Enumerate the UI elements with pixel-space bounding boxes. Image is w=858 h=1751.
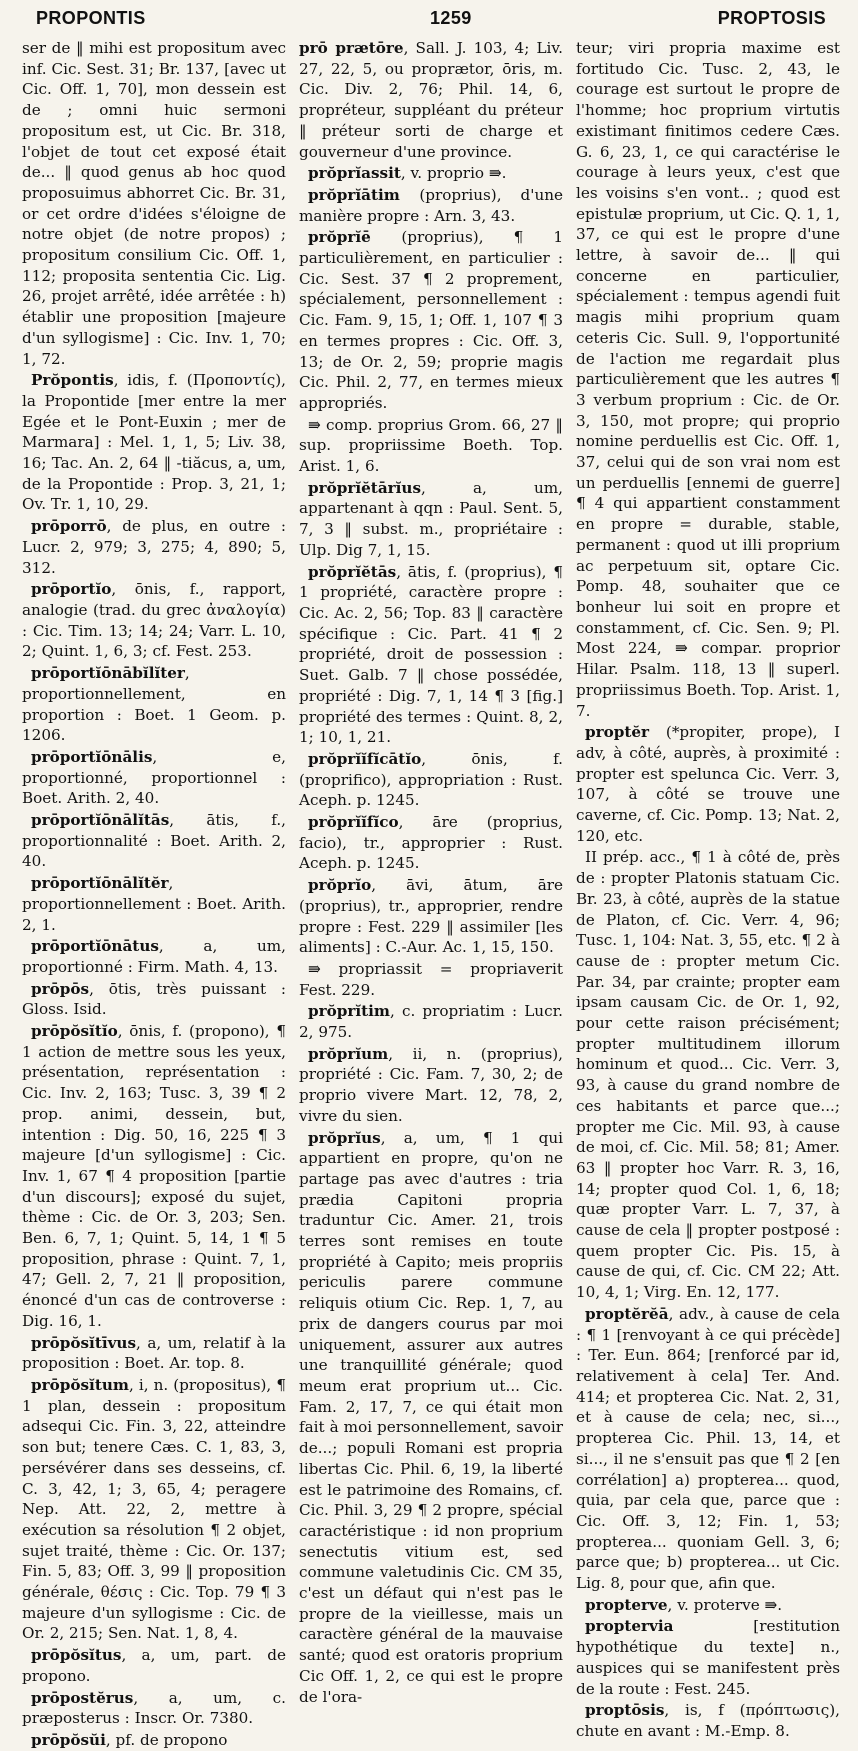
- column-left: [22, 38, 286, 1749]
- running-head-left: PROPONTIS: [36, 8, 146, 28]
- dictionary-entry: ser de ‖ mihi est propositum avec inf. Cic. Sest. 31; Br. 137, [avec ut Cic. Off. 1, 70], mon dessein est de ; omni huic sermoni propositum est, ut Cic. Br. 318, l'objet de tout cet exposé était de... ‖ quod genus ab hoc quod proposuimus abhorret Cic. Br. 31, or cet ordre d'idées s'éloigne de notre objet (de notre propos) ; propositum consilium Cic. Off. 1, 112; proposita sententia Cic. Lig. 26, projet arrêté, idée arrêtée : h) établir une proposition [majeure d'un syllogisme] : Cic. Inv. 1, 70; 1, 72.: [22, 39, 286, 368]
- dictionary-entry: prŏprĭē (proprius), ¶ 1 particulièrement, en particulier : Cic. Sest. 37 ¶ 2 proprement, spécialement, personnellement : Cic. Fam. 9, 15, 1; Off. 1, 107 ¶ 3 en termes propres : Cic. Off. 3, 13; de Or. 2, 59; proprie magis Cic. Phil. 2, 77, en termes mieux appropriés.: [299, 228, 563, 412]
- page-number: 1259: [430, 8, 472, 28]
- dictionary-entry: prŏprĭus, a, um, ¶ 1 qui appartient en propre, qu'on ne partage pas avec d'autres : tria prædia Capitoni propria traduntur Cic. Amer. 21, trois terres sont remises en toute propriété à Capito; meis propriis periculis parere commune reliquis otium Cic. Rep. 1, 7, au prix de dangers courus par moi uniquement, assurer aux autres une tranquillité générale; quod meum erat proprium ut... Cic. Fam. 2, 17, 7, ce qui était mon fait à moi personnellement, savoir de...; populi Romani est propria libertas Cic. Phil. 6, 19, la liberté est le patrimoine des Romains, cf. Cic. Phil. 3, 29 ¶ 2 propre, spécial caractéristique : id non proprium senectutis vitium est, sed commune valetudinis Cic. CM 35, c'est un défaut qui n'est pas le propre de la vieillesse, mais un caractère général de la mauvaise santé; quod est oratoris proprium Cic Off. 1, 2, ce qui est le propre de l'ora-: [299, 1128, 563, 1706]
- dictionary-entry: II prép. acc., ¶ 1 à côté de, près de : propter Platonis statuam Cic. Br. 23, à côté, auprès de la statue de Platon, cf. Cic. Verr. 4, 96; Tusc. 1, 104: Nat. 3, 55, etc. ¶ 2 à cause de : propter metum Cic. Par. 34, par crainte; propter eam ipsam causam Cic. de Or. 1, 92, pour cette raison précisément; propter multitudinem illorum hominum et quod... Cic. Verr. 3, 93, à cause du grand nombre de ces habitants et parce que...; propter me Cic. Mil. 93, à cause de moi, cf. Cic. Mil. 58; 81; Amer. 63 ‖ propter hoc Varr. R. 3, 16, 14; propter quod Col. 1, 6, 18; quæ propter Varr. L. 7, 37, à cause de cela ‖ propter postposé : quem propter Cic. Pis. 15, à cause de qui, cf. Cic. CM 22; Att. 10, 4, 1; Virg. En. 12, 177.: [576, 848, 840, 1302]
- dictionary-entry: prōpostĕrus, a, um, c. præposterus : Inscr. Or. 7380.: [22, 1688, 286, 1728]
- dictionary-entry: prōpŏsĭtīvus, a, um, relatif à la proposition : Boet. Ar. top. 8.: [22, 1333, 286, 1373]
- dictionary-entry: proptervia [restitution hypothétique du texte] n., auspices qui se manifestent près de la route : Fest. 245.: [576, 1617, 840, 1698]
- dictionary-entry: propterve, v. proterve ⇛.: [585, 1595, 783, 1614]
- dictionary-entry: ⇛ comp. proprius Grom. 66, 27 ‖ sup. propriissime Boeth. Top. Arist. 1, 6.: [299, 415, 563, 476]
- dictionary-entry: prōportĭōnātus, a, um, proportionné : Firm. Math. 4, 13.: [22, 937, 286, 976]
- dictionary-entry: prŏprĭĕtās, ātis, f. (proprius), ¶ 1 propriété, caractère propre : Cic. Ac. 2, 56; Top. 83 ‖ caractère spécifique : Cic. Part. 41 ¶ 2 propriété, droit de possession : Suet. Galb. 7 ‖ chose possédée, propriété : Dig. 7, 1, 14 ¶ 3 [fig.] propriété des termes : Quint. 8, 2, 1; 10, 1, 21.: [299, 562, 563, 747]
- page-header: [22, 0, 850, 38]
- dictionary-entry: ⇛ propriassit = propriaverit Fest. 229.: [299, 959, 563, 999]
- dictionary-entry: prōportĭōnālĭtās, ātis, f., proportionnalité : Boet. Arith. 2, 40.: [22, 811, 286, 871]
- dictionary-entry: prŏprĭo, āvi, ātum, āre (proprius), tr., approprier, rendre propre : Fest. 229 ‖ assimiler [les aliments] : C.-Aur. Ac. 1, 15, 150.: [299, 876, 563, 957]
- dictionary-entry: prŏprĭassit, v. proprio ⇛.: [308, 164, 507, 183]
- dictionary-entry: prŏprĭtim, c. propriatim : Lucr. 2, 975.: [299, 1002, 563, 1042]
- dictionary-entry: Prŏpontis, idis, f. (Προποντίς), la Propontide [mer entre la mer Egée et le Pont-Euxin ; mer de Marmara] : Mel. 1, 1, 5; Liv. 38, 16; Tac. An. 2, 64 ‖ -tiăcus, a, um, de la Propontide : Prop. 3, 21, 1; Ov. Tr. 1, 10, 29.: [22, 371, 286, 514]
- dictionary-entry: proptĕr (*propiter, prope), I adv, à côté, auprès, à proximité : propter est spelunca Cic. Verr. 3, 107, à côté se trouve une caverne, cf. Cic. Pomp. 13; Nat. 2, 120, etc.: [576, 723, 840, 845]
- dictionary-entry: proptōsis, is, f (πρόπτωσις), chute en avant : M.-Emp. 8.: [576, 1701, 840, 1740]
- dictionary-entry: prŏprĭātim (proprius), d'une manière propre : Arn. 3, 43.: [299, 185, 563, 225]
- dictionary-entry: prŏprĭĕtārĭus, a, um, appartenant à qqn : Paul. Sent. 5, 7, 3 ‖ subst. m., propriétaire : Ulp. Dig 7, 1, 15.: [299, 478, 563, 559]
- dictionary-entry: proptĕrĕā, adv., à cause de cela : ¶ 1 [renvoyant à ce qui précède] : Ter. Eun. 864; [renforcé par id, relativement à cela] Ter. And. 414; et propterea Cic. Nat. 2, 31, et à cause de cela; nec, si..., propterea Cic. Phil. 13, 14, et si..., il ne s'ensuit pas que ¶ 2 [en corrélation] a) propterea... quod, quia, par cela que, parce que : Cic. Off. 3, 12; Fin. 1, 53; propterea... quoniam Gell. 3, 6; parce que; b) propterea... ut Cic. Lig. 8, pour que, afin que.: [576, 1304, 840, 1593]
- dictionary-entry: prōpŏsĭtĭo, ōnis, f. (propono), ¶ 1 action de mettre sous les yeux, présentation, représentation : Cic. Inv. 2, 163; Tusc. 3, 39 ¶ 2 prop. animi, dessein, but, intention : Dig. 50, 16, 225 ¶ 3 majeure [d'un syllogisme] : Cic. Inv. 1, 67 ¶ 4 proposition [partie d'un discours]; exposé du sujet, thème : Cic. de Or. 3, 203; Sen. Ben. 6, 7, 1; Quint. 5, 14, 1 ¶ 5 proposition, phrase : Quint. 7, 1, 47; Gell. 2, 7, 21 ‖ proposition, énoncé d'un cas de controverse : Dig. 16, 1.: [22, 1022, 286, 1330]
- dictionary-entry: prŏprĭĭfĭco, āre (proprius, facio), tr., approprier : Rust. Aceph. p. 1245.: [299, 813, 563, 873]
- dictionary-entry: prōportĭōnālis, e, proportionné, proportionnel : Boet. Arith. 2, 40.: [22, 747, 286, 808]
- columns: [22, 38, 850, 1749]
- dictionary-entry: prōpōs, ōtis, très puissant : Gloss. Isid.: [22, 979, 286, 1019]
- column-middle: [299, 38, 563, 1706]
- column-right: [576, 38, 840, 1740]
- dictionary-entry: prōportĭōnābĭlĭter, proportionnellement, en proportion : Boet. 1 Geom. p. 1206.: [22, 664, 286, 745]
- running-head-right: PROPTOSIS: [717, 8, 826, 28]
- dictionary-entry: prō prætōre, Sall. J. 103, 4; Liv. 27, 22, 5, ou proprætor, ōris, m. Cic. Div. 2, 76; Phil. 14, 6, propréteur, suppléant du préteur ‖ préteur sorti de charge et gouverneur d'une province.: [299, 39, 563, 161]
- dictionary-entry: prŏprĭum, ii, n. (proprius), propriété : Cic. Fam. 7, 30, 2; de proprio vivere Mart. 12, 78, 2, vivre du sien.: [299, 1044, 563, 1125]
- dictionary-entry: prōpŏsĭtum, i, n. (propositus), ¶ 1 plan, dessein : propositum adsequi Cic. Fin. 3, 22, atteindre son but; tenere Cæs. C. 1, 83, 3, persévérer dans ses desseins, cf. C. 3, 42, 1; 3, 65, 4; peragere Nep. Att. 22, 2, mettre à exécution sa résolution ¶ 2 objet, sujet traité, thème : Cic. Or. 137; Fin. 5, 83; Off. 3, 99 ‖ proposition générale, θέσις : Cic. Top. 79 ¶ 3 majeure d'un syllogisme : Cic. de Or. 2, 215; Sen. Nat. 1, 8, 4.: [22, 1376, 286, 1643]
- dictionary-entry: prŏprĭĭfĭcātĭo, ōnis, f. (proprifico), appropriation : Rust. Aceph. p. 1245.: [299, 749, 563, 810]
- dictionary-entry: prōportĭōnālĭtĕr, proportionnellement : Boet. Arith. 2, 1.: [22, 874, 286, 934]
- dictionary-entry: prōporrō, de plus, en outre : Lucr. 2, 979; 3, 275; 4, 890; 5, 312.: [22, 517, 286, 577]
- dictionary-entry: prōpŏsŭi, pf. de propono: [31, 1730, 228, 1749]
- dictionary-entry: teur; viri propria maxime est fortitudo Cic. Tusc. 2, 43, le courage est surtout le propre de l'homme; hoc proprium virtutis existimant finitimos cedere Cæs. G. 6, 23, 1, ce qui caractérise le courage à leurs yeux, c'est que les voisins s'en vont.. ; quod est epistulæ proprium, ut Cic. Q. 1, 1, 37, ce qui est le propre d'une lettre, à savoir de... ‖ qui concerne en particulier, spécialement : tempus agendi fuit magis mihi proprium quam ceteris Cic. Sull. 9, l'opportunité de l'action me regardait plus particulièrement que les autres ¶ 3 verbum proprium : Cic. de Or. 3, 150, mot propre; qui proprio nomine perduellis est Cic. Off. 1, 37, celui qui de son vrai nom est un perduellis [ennemi de guerre] ¶ 4 qui appartient constamment en propre = durable, stable, permanent : quod ut illi proprium ac perpetuum sit, optare Cic. Pomp. 48, souhaiter que ce bonheur lui soit en propre et constamment, cf. Cic. Sen. 9; Pl. Most 224, ⇛ compar. proprior Hilar. Psalm. 118, 13 ‖ superl. propriissimus Boeth. Top. Arist. 1, 7.: [576, 39, 840, 720]
- dictionary-entry: prōpŏsĭtus, a, um, part. de propono.: [22, 1646, 286, 1685]
- dictionary-entry: prōportĭo, ōnis, f., rapport, analogie (trad. du grec ἀναλογία) : Cic. Tim. 13; 14; 24; Varr. L. 10, 2; Quint. 1, 6, 3; cf. Fest. 253.: [22, 580, 286, 661]
